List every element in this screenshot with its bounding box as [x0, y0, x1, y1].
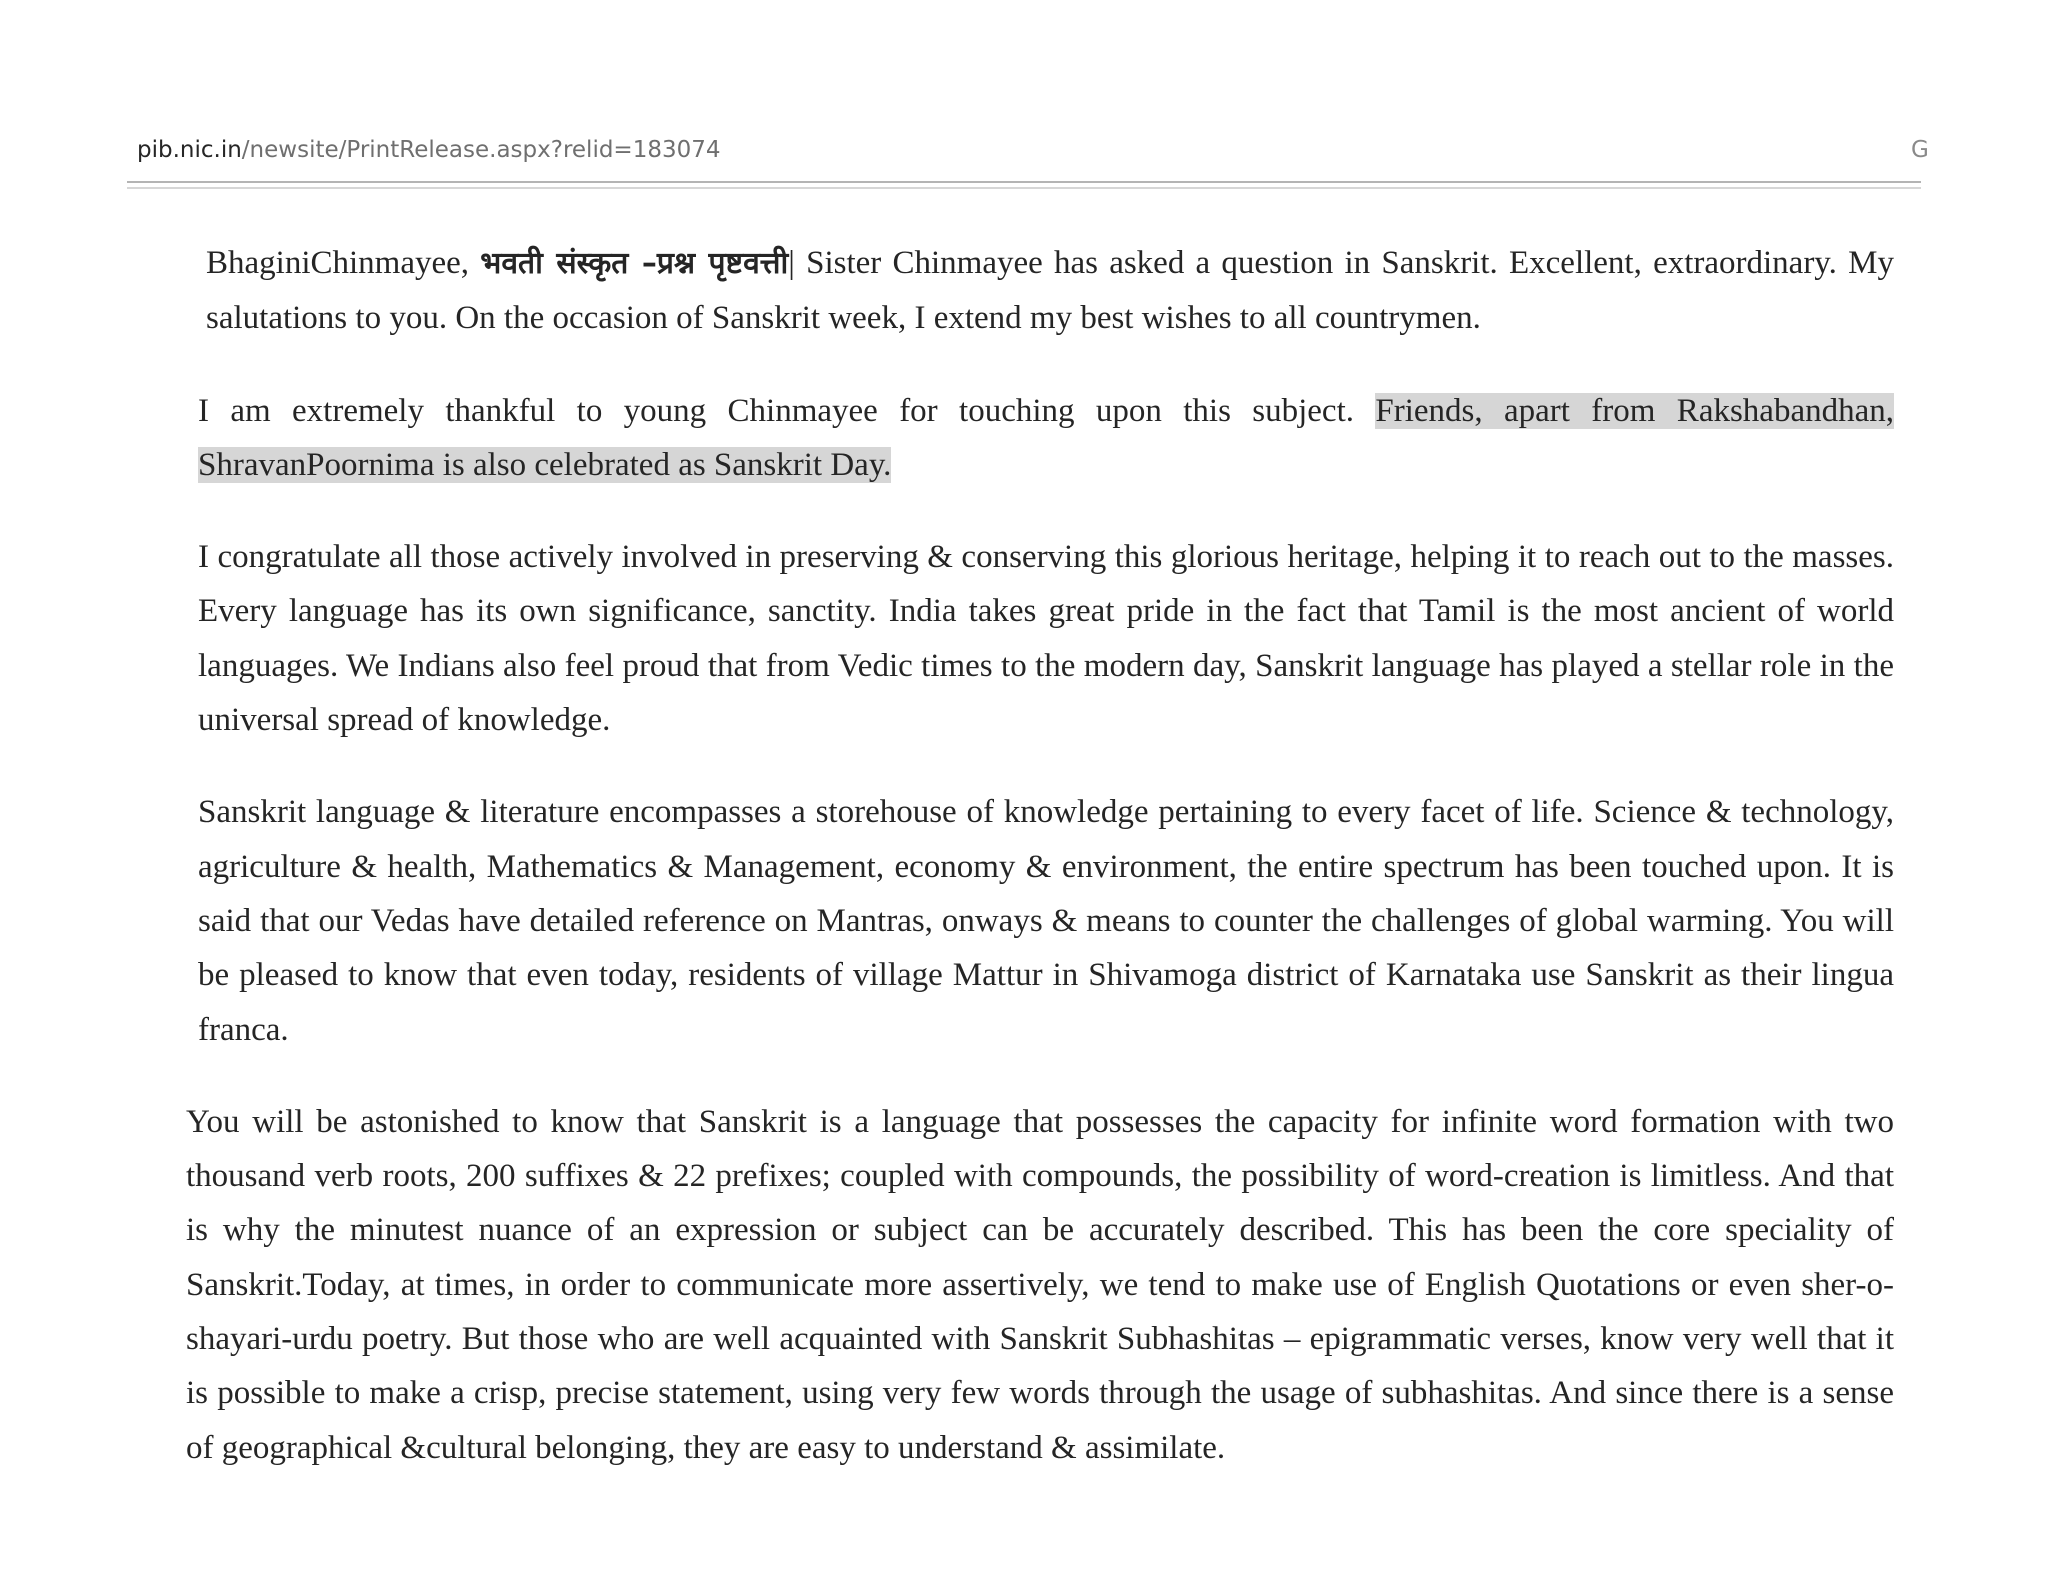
url-text[interactable]	[137, 137, 721, 163]
paragraph-2	[186, 384, 1894, 493]
paragraph-4: Sanskrit language & literature encompasses a storehouse of knowledge pertaining to every facet of life. Science & technology, agriculture & health, Mathematics & Management, economy & environment, the entire spectrum has been touched upon. It is said that our Vedas have detailed reference on Mantras, onways & means to counter the challenges of global warming. You will be pleased to know that even today, residents of village Mattur in Shivamoga district of Karnataka use Sanskrit as their lingua franca.	[198, 794, 1894, 1048]
url-domain: pib.nic.in	[137, 137, 242, 163]
paragraph-2-lead: I am extremely thankful to young Chinmayee for touching upon this subject.	[198, 392, 1376, 429]
address-bar[interactable]	[127, 133, 1929, 183]
url-path: /newsite/PrintRelease.aspx?relid=183074	[241, 137, 721, 163]
paragraph-5: You will be astonished to know that Sanskrit is a language that possesses the capacity for infinite word formation with two thousand verb roots, 200 suffixes & 22 prefixes; coupled with compounds, the possibility of word-creation is limitless. And that is why the minutest nuance of an expression or subject can be accurately described. This has been the core speciality of Sanskrit.Today, at times, in order to communicate more assertively, we tend to make use of English Quotations or even sher-o-shayari-urdu poetry. But those who are well acquainted with Sanskrit Subhashitas – epigrammatic verses, know very well that it is possible to make a crisp, precise statement, using very few words through the usage of subhashitas. And since there is a sense of geographical &cultural belonging, they are easy to understand & assimilate.	[186, 1103, 1894, 1466]
paragraph-1-rest: | Sister Chinmayee has asked a question in Sanskrit. Excellent, extraordinary. My salutations to you. On the occasion of Sanskrit week, I extend my best wishes to all countrymen.	[206, 245, 1894, 337]
press-release-content	[186, 236, 1894, 1466]
highlighted-text[interactable]: Friends, apart from Rakshabandhan, ShravanPoornima is also celebrated as Sanskrit Day.	[198, 392, 1894, 483]
paragraph-1	[186, 236, 1894, 346]
browser-menu-icon[interactable]: G	[1911, 137, 1929, 163]
devanagari-quote: भवती संस्कृत –प्रश्न पृष्टवत्ती	[480, 246, 789, 281]
paragraph-3: I congratulate all those actively involved in preserving & conserving this glorious heritage, helping it to reach out to the masses. Every language has its own significance, sanctity. India takes great pride in the fact that Tamil is the most ancient of world languages. We Indians also feel proud that from Vedic times to the modern day, Sanskrit language has played a stellar role in the universal spread of knowledge.	[198, 539, 1894, 739]
paragraph-1-lead: BhaginiChinmayee,	[206, 245, 481, 281]
